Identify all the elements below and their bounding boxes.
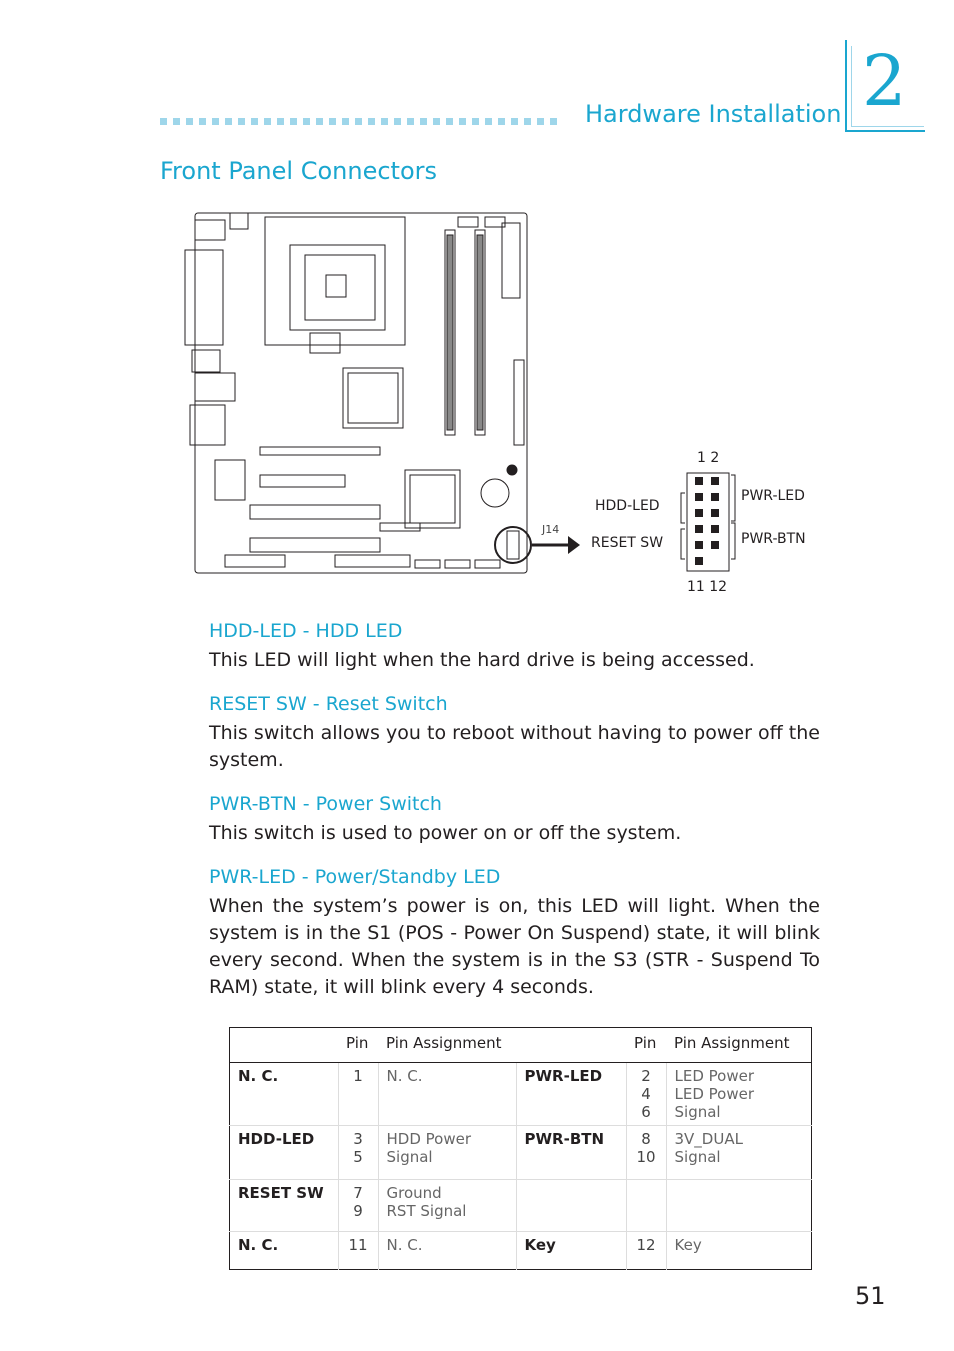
- table-row: [230, 1232, 812, 1270]
- header-dot: [212, 118, 219, 125]
- right-pins: 12: [626, 1232, 666, 1270]
- section-title: Hardware Installation: [585, 100, 842, 128]
- header-dot: [472, 118, 479, 125]
- header-dot: [160, 118, 167, 125]
- pin-top-label: 1 2: [697, 450, 720, 466]
- header-dot: [173, 118, 180, 125]
- header-dot: [368, 118, 375, 125]
- header-dot: [446, 118, 453, 125]
- header-dot: [498, 118, 505, 125]
- right-assignment: LED Power LED Power Signal: [666, 1063, 812, 1126]
- pwr-led-heading: PWR-LED - Power/Standby LED: [209, 866, 501, 888]
- header-dot: [485, 118, 492, 125]
- right-name: [516, 1180, 626, 1232]
- hdd-led-body: This LED will light when the hard drive is being accessed.: [209, 649, 755, 671]
- left-name: N. C.: [230, 1063, 339, 1126]
- header-dot: [355, 118, 362, 125]
- pwr-led-label: PWR-LED: [741, 488, 805, 504]
- pin-assignment-table: [229, 1027, 812, 1270]
- header-dot: [524, 118, 531, 125]
- header-dot: [420, 118, 427, 125]
- table-row: [230, 1063, 812, 1126]
- table-row: [230, 1126, 812, 1180]
- left-assignment: N. C.: [378, 1063, 516, 1126]
- left-name: RESET SW: [230, 1180, 339, 1232]
- right-pins: 2 4 6: [626, 1063, 666, 1126]
- header-blank: [230, 1028, 339, 1063]
- pwr-btn-label: PWR-BTN: [741, 531, 806, 547]
- left-name: N. C.: [230, 1232, 339, 1270]
- pin-bottom-label: 11 12: [687, 579, 728, 595]
- chapter-number: 2: [862, 40, 907, 122]
- pin-header: [675, 465, 745, 585]
- header-dot: [329, 118, 336, 125]
- page-title: Front Panel Connectors: [160, 157, 437, 185]
- header-dot: [225, 118, 232, 125]
- right-pins: [626, 1180, 666, 1232]
- header-dot: [251, 118, 258, 125]
- page-number: 51: [855, 1282, 886, 1310]
- connector-label: J14: [542, 523, 560, 536]
- header-dot: [342, 118, 349, 125]
- table-header-row: [230, 1028, 812, 1063]
- header-dot: [407, 118, 414, 125]
- header-pin: Pin: [338, 1028, 378, 1063]
- left-assignment: N. C.: [378, 1232, 516, 1270]
- header-dot: [186, 118, 193, 125]
- pwr-led-body: When the system’s power is on, this LED will light. When the system is in the S1 (POS - Power On Suspend) state, it will blink every second. When the system is in the S3 (STR - Suspend To RAM) state, it will blink every 4 seconds.: [209, 895, 820, 998]
- left-pins: 7 9: [338, 1180, 378, 1232]
- motherboard-diagram: [180, 205, 580, 585]
- header-assignment: Pin Assignment: [378, 1028, 516, 1063]
- right-name: PWR-LED: [516, 1063, 626, 1126]
- header-dot: [290, 118, 297, 125]
- right-name: Key: [516, 1232, 626, 1270]
- right-assignment: 3V_DUAL Signal: [666, 1126, 812, 1180]
- pwr-btn-heading: PWR-BTN - Power Switch: [209, 793, 442, 815]
- header-dot: [264, 118, 271, 125]
- header-dot: [238, 118, 245, 125]
- table-row: [230, 1180, 812, 1232]
- header-dot: [303, 118, 310, 125]
- left-pins: 1: [338, 1063, 378, 1126]
- header-pin-right: Pin: [626, 1028, 666, 1063]
- pwr-btn-body: This switch is used to power on or off the system.: [209, 822, 682, 844]
- header-dot: [550, 118, 557, 125]
- header-dot: [277, 118, 284, 125]
- header-dot: [459, 118, 466, 125]
- header-dot: [394, 118, 401, 125]
- header-dots: [160, 118, 557, 125]
- left-pins: 11: [338, 1232, 378, 1270]
- header-dot: [199, 118, 206, 125]
- header-dot: [433, 118, 440, 125]
- reset-sw-body: This switch allows you to reboot without having to power off the system.: [209, 722, 820, 771]
- right-assignment: Key: [666, 1232, 812, 1270]
- right-name: PWR-BTN: [516, 1126, 626, 1180]
- header-dot: [316, 118, 323, 125]
- header-blank-right: [516, 1028, 626, 1063]
- right-pins: 8 10: [626, 1126, 666, 1180]
- hdd-led-heading: HDD-LED - HDD LED: [209, 620, 403, 642]
- left-name: HDD-LED: [230, 1126, 339, 1180]
- left-assignment: Ground RST Signal: [378, 1180, 516, 1232]
- right-assignment: [666, 1180, 812, 1232]
- left-assignment: HDD Power Signal: [378, 1126, 516, 1180]
- hdd-led-label: HDD-LED: [595, 498, 660, 514]
- header-dot: [381, 118, 388, 125]
- header-dot: [511, 118, 518, 125]
- reset-sw-heading: RESET SW - Reset Switch: [209, 693, 448, 715]
- header-assignment-right: Pin Assignment: [666, 1028, 812, 1063]
- header-dot: [537, 118, 544, 125]
- reset-sw-label: RESET SW: [591, 535, 664, 551]
- left-pins: 3 5: [338, 1126, 378, 1180]
